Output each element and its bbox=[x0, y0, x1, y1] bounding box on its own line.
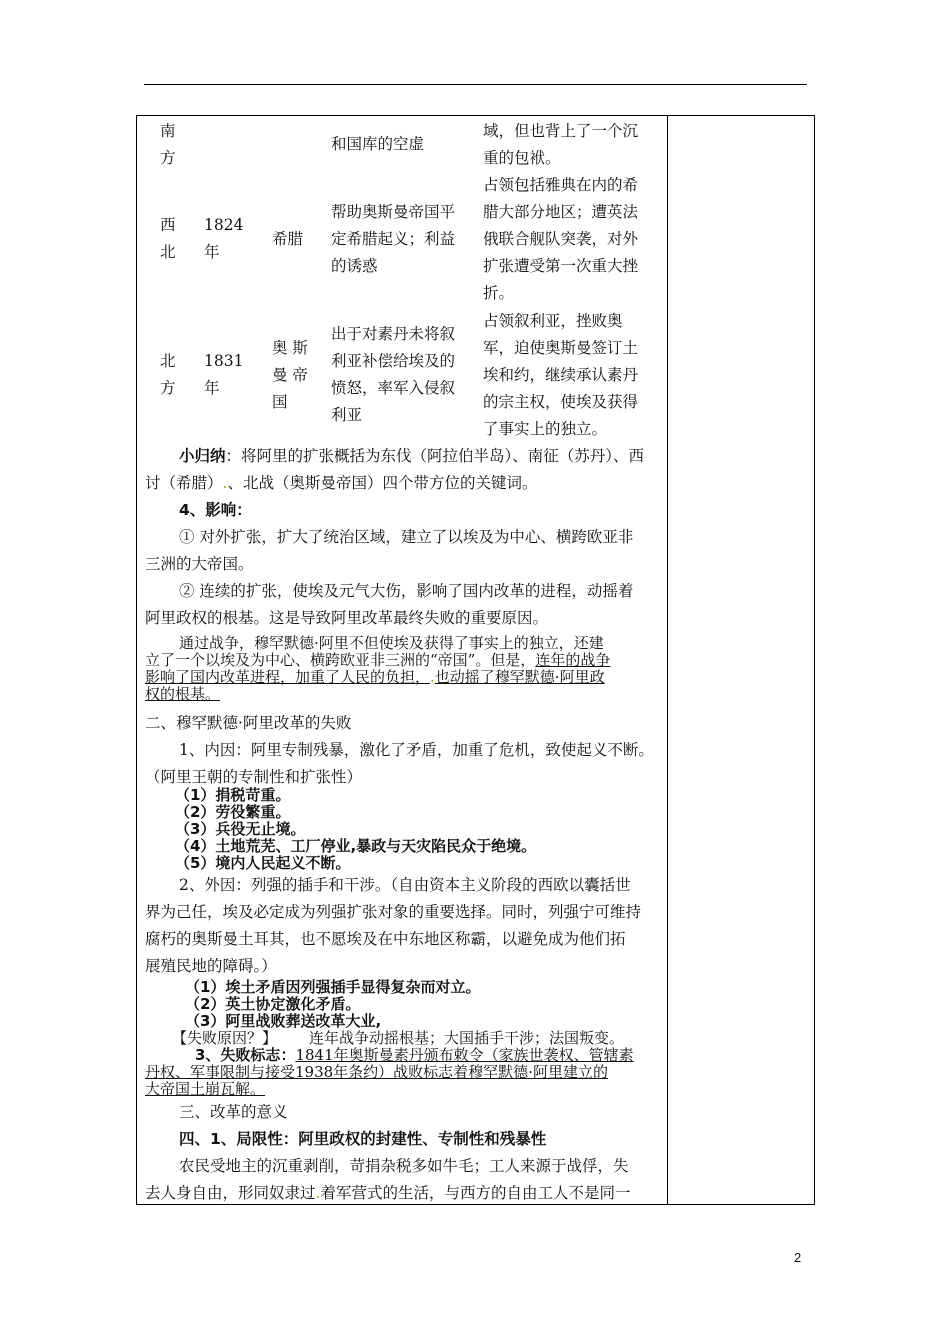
failure-sign bbox=[145, 1064, 608, 1081]
paragraph bbox=[145, 686, 220, 703]
failure-sign bbox=[195, 1047, 634, 1064]
list-item: （1）埃土矛盾因列强插手显得复杂而对立。 bbox=[185, 978, 481, 996]
paragraph: 农民受地主的沉重剥削，苛捐杂税多如牛毛；工人来源于战俘，失 bbox=[179, 1157, 629, 1175]
list-item: （1）捐税苛重。 bbox=[175, 786, 291, 804]
underlined-text: 大帝国土崩瓦解。 bbox=[145, 1080, 266, 1098]
underlined-text: 也动摇了穆罕默德·阿里政 bbox=[434, 668, 605, 686]
question: 【失败原因？】 bbox=[172, 1029, 278, 1047]
row-target: 希腊 bbox=[272, 230, 304, 248]
paragraph: 2、外因：列强的插手和干涉。（自由资本主义阶段的西欧以囊括世 bbox=[179, 876, 631, 894]
summary-text: 讨（希腊） bbox=[145, 474, 223, 492]
paragraph: 阿里政权的根基。这是导致阿里改革最终失败的重要原因。 bbox=[145, 609, 549, 627]
mark-dot: . bbox=[222, 474, 228, 492]
page-number: 2 bbox=[794, 1250, 802, 1265]
underlined-text: 权的根基。 bbox=[145, 685, 221, 703]
internal-note: （阿里王朝的专制性和扩张性） bbox=[145, 768, 363, 786]
impact-heading: 4、影响： bbox=[179, 501, 252, 519]
underlined-text: 影响了国内改革进程，加重了人民的负担， bbox=[145, 668, 431, 686]
row-year: 1824 年 bbox=[204, 216, 244, 261]
row-reason: 帮助奥斯曼帝国平 定希腊起义；利益 的诱惑 bbox=[331, 203, 456, 275]
paragraph bbox=[145, 669, 605, 686]
text: 立了一个以埃及为中心、横跨欧亚非三洲的“帝国”。但是， bbox=[145, 651, 536, 669]
row-direction: 西 北 bbox=[160, 216, 176, 261]
list-item: （4）土地荒芜、工厂停业,暴政与天灾陷民众于绝境。 bbox=[175, 837, 537, 855]
text: 着军营式的生活，与西方的自由工人不是同一 bbox=[320, 1184, 631, 1202]
row-result: 占领包括雅典在内的希 腊大部分地区；遭英法 俄联合舰队突袭，对外 扩张遭受第一次重大挫 折。 bbox=[483, 176, 639, 302]
paragraph: ② 连续的扩张，使埃及元气大伤，影响了国内改革的进程，动摇着 bbox=[179, 582, 634, 600]
paragraph: 腐朽的奥斯曼土耳其，也不愿埃及在中东地区称霸，以避免成为他们拓 bbox=[145, 930, 626, 948]
limitation-heading: 四、1、局限性：阿里政权的封建性、专制性和残暴性 bbox=[179, 1130, 547, 1148]
table-column-divider bbox=[667, 115, 668, 1205]
list-item: （3）兵役无止境。 bbox=[175, 820, 306, 838]
list-item: （5）境内人民起义不断。 bbox=[175, 854, 351, 872]
row-reason: 出于对素丹未将叙 利亚补偿给埃及的 愤怒，率军入侵叙 利亚 bbox=[331, 325, 456, 424]
row-reason: 和国库的空虚 bbox=[331, 135, 425, 153]
paragraph bbox=[145, 652, 610, 669]
paragraph: ① 对外扩张，扩大了统治区域，建立了以埃及为中心、横跨欧亚非 bbox=[179, 528, 634, 546]
summary-label: 小归纳 bbox=[179, 447, 226, 465]
sign-label: 3、失败标志： bbox=[195, 1046, 296, 1064]
row-year: 1831 年 bbox=[204, 352, 244, 397]
underlined-text: 丹权、军事限制与接受1938年条约）战败标志着穆罕默德·阿里建立的 bbox=[145, 1063, 608, 1081]
row-result: 域，但也背上了一个沉 重的包袱。 bbox=[483, 122, 639, 167]
paragraph: 三洲的大帝国。 bbox=[145, 555, 254, 573]
row-direction: 北 方 bbox=[160, 352, 176, 397]
list-item: （2）劳役繁重。 bbox=[175, 803, 291, 821]
mark-dot: . bbox=[315, 1184, 321, 1202]
internal-cause: 1、内因：阿里专制残暴，激化了矛盾，加重了危机，致使起义不断。 bbox=[179, 741, 654, 759]
answer: 连年战争动摇根基；大国插手干涉；法国叛变。 bbox=[309, 1029, 625, 1047]
failure-sign bbox=[145, 1081, 265, 1098]
row-result: 占领叙利亚，挫败奥 军，迫使奥斯曼签订土 埃和约，继续承认素丹 的宗主权，使埃及获得 了事实上的独立。 bbox=[483, 312, 639, 438]
paragraph: 通过战争，穆罕默德·阿里不但使埃及获得了事实上的独立，还建 bbox=[179, 634, 604, 652]
paragraph bbox=[145, 1180, 630, 1207]
row-direction: 南 方 bbox=[160, 122, 176, 167]
failure-reason bbox=[172, 1030, 624, 1047]
paragraph: 界为己任，埃及必定成为列强扩张对象的重要选择。同时，列强宁可维持 bbox=[145, 903, 642, 921]
list-item: （3）阿里战败葬送改革大业, bbox=[185, 1012, 382, 1030]
section-heading: 三、改革的意义 bbox=[179, 1103, 288, 1121]
text: 去人身自由，形同奴隶过 bbox=[145, 1184, 316, 1202]
list-item: （2）英土协定激化矛盾。 bbox=[185, 995, 361, 1013]
mark-dot: . bbox=[430, 668, 435, 686]
summary-line-1 bbox=[179, 443, 644, 470]
summary-text: 、北战（奥斯曼帝国）四个带方位的关键词。 bbox=[227, 474, 538, 492]
summary-text: ：将阿里的扩张概括为东伐（阿拉伯半岛）、南征（苏丹）、西 bbox=[225, 447, 645, 465]
paragraph: 展殖民地的障碍。） bbox=[145, 957, 277, 975]
underlined-text: 1841年奥斯曼素丹颁布敕令（家族世袭权、管辖素 bbox=[295, 1046, 634, 1064]
section-heading: 二、穆罕默德·阿里改革的失败 bbox=[145, 714, 352, 732]
underlined-text: 连年的战争 bbox=[535, 651, 611, 669]
header-rule bbox=[144, 84, 807, 85]
summary-line-2 bbox=[145, 470, 537, 497]
row-target: 奥 斯 曼 帝 国 bbox=[272, 339, 308, 411]
